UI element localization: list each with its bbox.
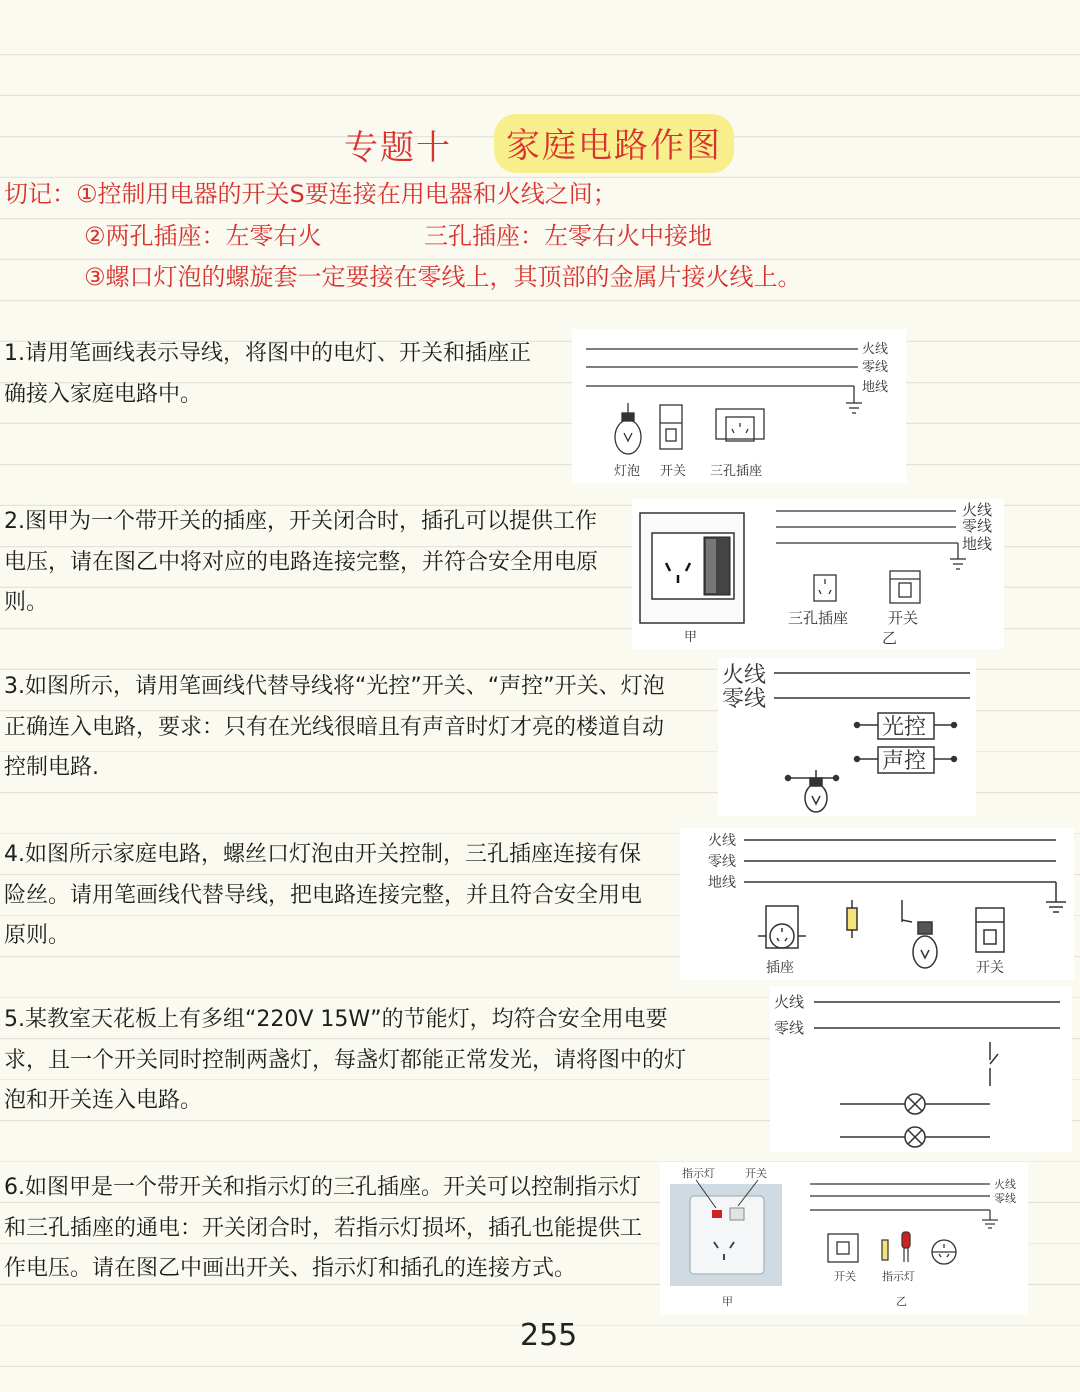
three-pin-socket-icon — [716, 409, 764, 441]
figure-2 — [632, 499, 1004, 649]
label-socket: 插座 — [766, 960, 794, 976]
figure-6 — [660, 1162, 1028, 1314]
label-socket: 三孔插座 — [788, 609, 849, 627]
wire-label-ground: 地线 — [862, 380, 889, 395]
switch-icon — [990, 1042, 998, 1086]
page-title — [0, 112, 1080, 168]
question-3: 3.如图所示，请用笔画线代替导线将“光控”开关、“声控”开关、灯泡正确连入电路，要求：只有在光线很暗且有声音时灯才亮的楼道自动控制电路. — [4, 674, 665, 780]
wire-label-neutral: 零线 — [862, 360, 889, 375]
label-switch: 开关 — [834, 1270, 856, 1283]
label-switch: 开关 — [660, 464, 687, 479]
switch-icon — [828, 1234, 858, 1262]
wire-label-live: 火线 — [962, 501, 993, 519]
label-light-control: 光控 — [882, 715, 927, 740]
switched-socket-photo — [640, 513, 744, 623]
figure-1 — [572, 329, 906, 483]
panel-label-a: 甲 — [722, 1295, 733, 1308]
bulb-icon — [615, 403, 641, 454]
switch-icon — [976, 908, 1004, 952]
label-bulb: 灯泡 — [614, 464, 641, 479]
label-sound-control: 声控 — [882, 749, 927, 774]
wire-label-live: 火线 — [994, 1178, 1016, 1191]
wire-label-live: 火线 — [774, 993, 805, 1011]
switch-icon — [660, 405, 682, 449]
question-4: 4.如图所示家庭电路，螺丝口灯泡由开关控制，三孔插座连接有保险丝。请用笔画线代替导线，把电路连接完整，并且符合安全用电原则。 — [4, 842, 643, 948]
switch-icon — [890, 571, 920, 603]
title-topic-name: 家庭电路作图 — [494, 114, 734, 173]
label-indicator: 指示灯 — [882, 1270, 915, 1283]
note-line-2b: 三孔插座：左零右火中接地 — [424, 222, 712, 250]
label-switch: 开关 — [888, 609, 919, 627]
question-2: 2.图甲为一个带开关的插座，开关闭合时，插孔可以提供工作电压，请在图乙中将对应的电路连接完整，并符合安全用电原则。 — [4, 509, 599, 615]
wire-label-neutral: 零线 — [994, 1192, 1016, 1205]
figure-3 — [718, 658, 976, 816]
page-number: 255 — [520, 1318, 578, 1353]
figure-4 — [680, 828, 1074, 980]
wire-label-neutral: 零线 — [962, 517, 993, 535]
photo-label-switch: 开关 — [745, 1167, 767, 1180]
wire-label-neutral: 零线 — [774, 1019, 805, 1037]
bulb-icon — [902, 900, 937, 968]
indicator-light-icon — [882, 1232, 910, 1262]
label-switch: 开关 — [976, 960, 1004, 976]
title-topic-number: 专题十 — [344, 128, 452, 168]
bulb-icon — [786, 770, 839, 812]
wire-label-live: 火线 — [708, 833, 736, 849]
question-6: 6.如图甲是一个带开关和指示灯的三孔插座。开关可以控制指示灯和三孔插座的通电：开关闭合时，若指示灯损坏，插孔也能提供工作电压。请在图乙中画出开关、指示灯和插孔的连接方式。 — [4, 1175, 643, 1281]
wire-label-live: 火线 — [862, 342, 889, 357]
note-line-1: 切记：①控制用电器的开关S要连接在用电器和火线之间； — [4, 180, 617, 208]
note-line-2a: ②两孔插座：左零右火 — [84, 222, 322, 250]
socket-with-indicator-photo — [670, 1180, 782, 1286]
label-socket: 三孔插座 — [710, 464, 763, 479]
fuse-icon — [847, 900, 857, 938]
lamp-icon — [840, 1127, 990, 1147]
question-5: 5.某教室天花板上有多组“220V 15W”的节能灯，均符合安全用电要求，且一个开关同时控制两盏灯，每盏灯都能正常发光，请将图中的灯泡和开关连入电路。 — [4, 1007, 687, 1113]
three-pin-socket-icon — [814, 575, 836, 601]
wire-label-ground: 地线 — [962, 535, 993, 553]
panel-label-b: 乙 — [882, 629, 898, 647]
wire-label-neutral: 零线 — [708, 854, 736, 870]
panel-label-b: 乙 — [896, 1295, 907, 1308]
wire-label-live: 火线 — [722, 663, 767, 688]
wire-label-ground: 地线 — [708, 875, 736, 891]
photo-label-indicator: 指示灯 — [682, 1167, 715, 1180]
question-1: 1.请用笔画线表示导线，将图中的电灯、开关和插座正确接入家庭电路中。 — [4, 341, 531, 407]
figure-5 — [770, 986, 1072, 1152]
three-pin-socket-icon — [758, 906, 806, 948]
panel-label-a: 甲 — [684, 630, 698, 645]
wire-label-neutral: 零线 — [722, 687, 767, 712]
lamp-icon — [840, 1094, 990, 1114]
socket-icon — [932, 1240, 956, 1264]
note-line-3: ③螺口灯泡的螺旋套一定要接在零线上，其顶部的金属片接火线上。 — [84, 263, 802, 291]
